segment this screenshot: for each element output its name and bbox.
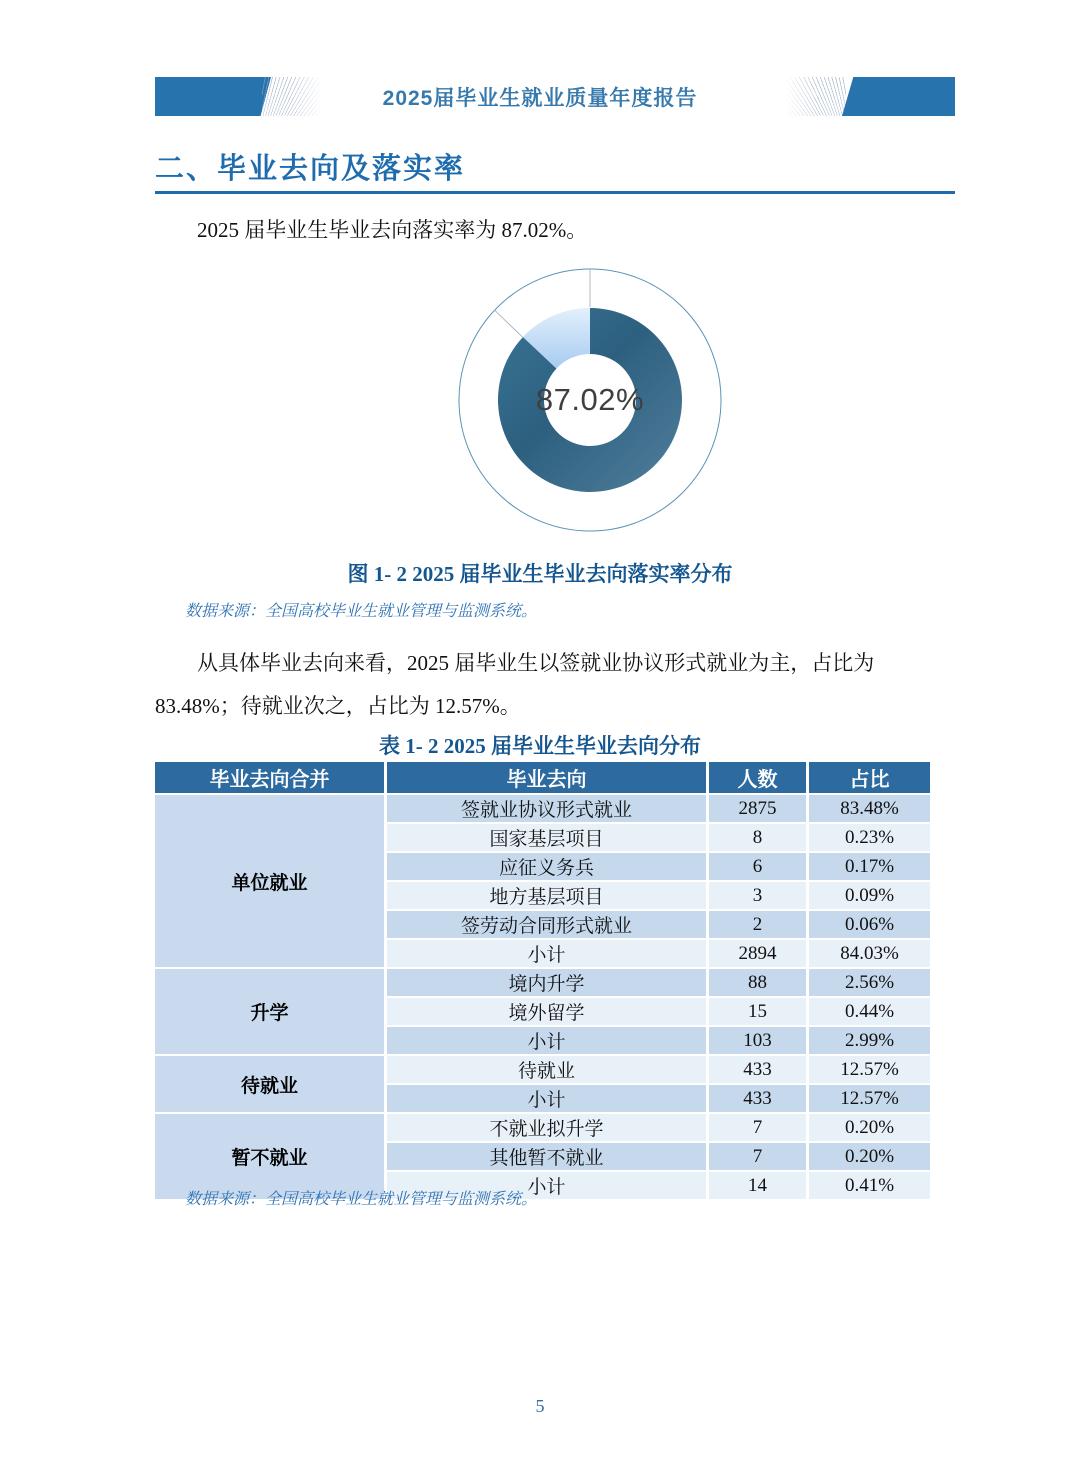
ratio-cell: 0.17% [809, 853, 930, 882]
ratio-cell: 2.99% [809, 1027, 930, 1056]
count-cell: 8 [709, 824, 809, 853]
section-heading: 二、毕业去向及落实率 [155, 153, 466, 185]
group-cell: 升学 [155, 969, 387, 1056]
paragraph-employment-rate: 2025 届毕业生毕业去向落实率为 87.02%。 [197, 218, 588, 242]
ratio-cell: 0.44% [809, 998, 930, 1027]
ratio-cell: 12.57% [809, 1085, 930, 1114]
table-row [155, 795, 930, 824]
ratio-cell: 2.56% [809, 969, 930, 998]
paragraph-line-1: 从具体毕业去向来看，2025 届毕业生以签就业协议形式就业为主，占比为 [197, 651, 875, 675]
count-cell: 433 [709, 1056, 809, 1085]
destination-cell: 签就业协议形式就业 [387, 795, 709, 824]
destination-cell: 国家基层项目 [387, 824, 709, 853]
destination-cell: 小计 [387, 1085, 709, 1114]
count-cell: 15 [709, 998, 809, 1027]
destination-cell: 境内升学 [387, 969, 709, 998]
col-header-count: 人数 [709, 762, 809, 795]
report-title: 2025届毕业生就业质量年度报告 [382, 87, 698, 110]
count-cell: 2894 [709, 940, 809, 969]
destination-cell: 小计 [387, 1172, 709, 1201]
count-cell: 14 [709, 1172, 809, 1201]
donut-center-value: 87.02% [535, 382, 645, 417]
destination-cell: 待就业 [387, 1056, 709, 1085]
col-header-ratio: 占比 [809, 762, 930, 795]
count-cell: 7 [709, 1143, 809, 1172]
destination-table [155, 762, 930, 1201]
table-header-row [155, 762, 930, 795]
ratio-cell: 0.06% [809, 911, 930, 940]
count-cell: 433 [709, 1085, 809, 1114]
table-row [155, 1114, 930, 1143]
page-number: 5 [535, 1396, 545, 1416]
table-caption: 表 1- 2 2025 届毕业生毕业去向分布 [379, 734, 701, 758]
donut-chart [440, 250, 740, 550]
ratio-cell: 83.48% [809, 795, 930, 824]
col-header-group: 毕业去向合并 [155, 762, 387, 795]
ratio-cell: 12.57% [809, 1056, 930, 1085]
count-cell: 6 [709, 853, 809, 882]
section-heading-rule [155, 191, 955, 194]
table-row [155, 969, 930, 998]
count-cell: 7 [709, 1114, 809, 1143]
destination-cell: 不就业拟升学 [387, 1114, 709, 1143]
ratio-cell: 0.41% [809, 1172, 930, 1201]
destination-cell: 小计 [387, 1027, 709, 1056]
destination-cell: 小计 [387, 940, 709, 969]
table-row [155, 1056, 930, 1085]
count-cell: 2 [709, 911, 809, 940]
figure-caption: 图 1- 2 2025 届毕业生毕业去向落实率分布 [347, 562, 733, 586]
count-cell: 2875 [709, 795, 809, 824]
count-cell: 103 [709, 1027, 809, 1056]
group-cell: 待就业 [155, 1056, 387, 1114]
ratio-cell: 84.03% [809, 940, 930, 969]
destination-cell: 应征义务兵 [387, 853, 709, 882]
ratio-cell: 0.09% [809, 882, 930, 911]
destination-cell: 签劳动合同形式就业 [387, 911, 709, 940]
paragraph-line-2: 83.48%；待就业次之，占比为 12.57%。 [155, 694, 521, 718]
group-cell: 单位就业 [155, 795, 387, 969]
paragraph-destination-detail [155, 642, 955, 728]
ratio-cell: 0.20% [809, 1143, 930, 1172]
figure-source-note: 数据来源：全国高校毕业生就业管理与监测系统。 [185, 603, 538, 620]
destination-cell: 地方基层项目 [387, 882, 709, 911]
destination-cell: 境外留学 [387, 998, 709, 1027]
ratio-cell: 0.23% [809, 824, 930, 853]
count-cell: 88 [709, 969, 809, 998]
group-cell: 暂不就业 [155, 1114, 387, 1201]
ratio-cell: 0.20% [809, 1114, 930, 1143]
table-source-note: 数据来源：全国高校毕业生就业管理与监测系统。 [185, 1191, 538, 1208]
destination-cell: 其他暂不就业 [387, 1143, 709, 1172]
col-header-destination: 毕业去向 [387, 762, 709, 795]
count-cell: 3 [709, 882, 809, 911]
